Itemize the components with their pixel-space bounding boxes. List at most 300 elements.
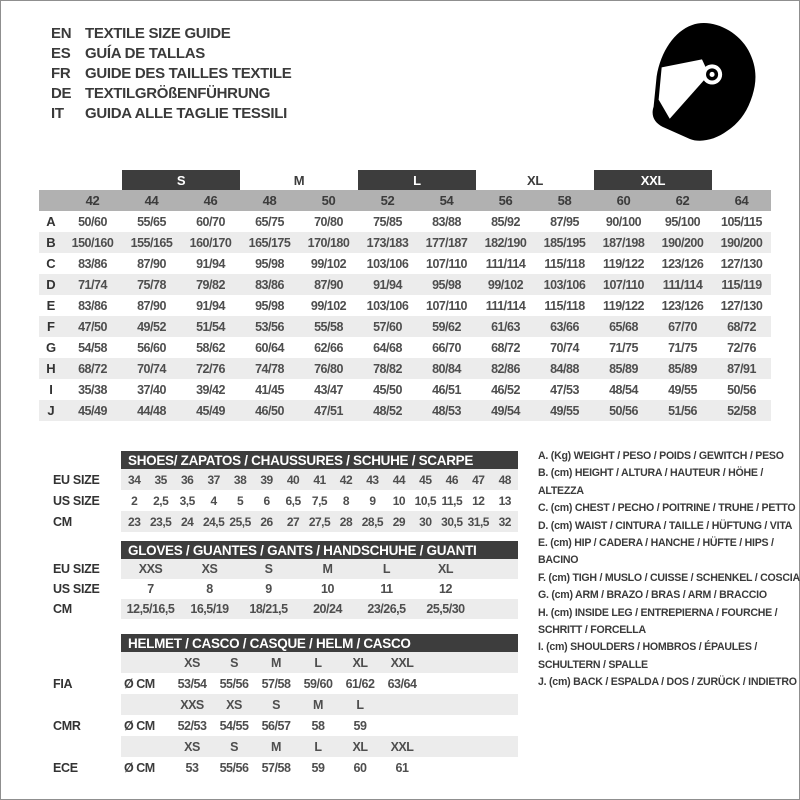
measure-value: 83/86 (78, 256, 107, 271)
shoes-value: 44 (392, 472, 406, 487)
measure-value: 82/86 (491, 361, 520, 376)
measure-value: 99/102 (487, 277, 524, 292)
language-code: FR (51, 64, 71, 82)
filler-cell (423, 652, 518, 673)
measure-value: 107/110 (426, 298, 467, 313)
measure-value: 91/94 (196, 256, 225, 271)
measure-value: 95/98 (255, 256, 284, 271)
measure-value: 107/110 (603, 277, 644, 292)
helmet-value: 54/55 (219, 718, 249, 733)
size-header-56: 56 (498, 193, 513, 208)
shoes-value: 10 (392, 493, 406, 508)
gloves-row-labels (53, 559, 119, 619)
measure-value: 35/38 (78, 382, 107, 397)
measure-row-J (39, 400, 771, 421)
helmet-value: 55/56 (219, 676, 249, 691)
measure-value: 90/100 (605, 214, 642, 229)
measure-value: 150/160 (71, 235, 114, 250)
helmet-unit-cell: Ø CM (124, 676, 155, 691)
gloves-value: 12,5/16,5 (126, 602, 175, 616)
measure-value: 48/54 (609, 382, 638, 397)
filler-cell (423, 673, 518, 694)
measure-value: 119/122 (603, 298, 644, 313)
measure-value: 74/78 (255, 361, 284, 376)
shoes-value: 47 (472, 472, 485, 487)
gloves-value: M (322, 562, 333, 576)
gloves-table (121, 541, 518, 619)
measure-value: 49/55 (550, 403, 579, 418)
language-title: TEXTILE SIZE GUIDE (85, 24, 231, 42)
helmet-value: 55/56 (219, 760, 249, 775)
measure-value: 59/62 (432, 319, 461, 334)
measure-value: 68/72 (78, 361, 107, 376)
size-header-62: 62 (675, 193, 690, 208)
language-title: GUIDA ALLE TAGLIE TESSILI (85, 104, 287, 122)
shoes-value: 31,5 (467, 514, 489, 529)
measure-value: 173/183 (366, 235, 409, 250)
measure-value: 111/114 (485, 256, 526, 271)
measure-value: 50/60 (78, 214, 107, 229)
measure-value: 44/48 (137, 403, 166, 418)
helmet-value: 53/54 (177, 676, 207, 691)
helmet-value: M (271, 655, 281, 670)
shoes-value: 13 (498, 493, 511, 508)
helmet-table-rows (121, 652, 518, 778)
size-header-52: 52 (380, 193, 395, 208)
helmet-value: 59 (353, 718, 367, 733)
measure-value: 47/50 (78, 319, 107, 334)
helmet-value: 52/53 (177, 718, 207, 733)
helmet-row (121, 736, 518, 757)
helmet-value: 57/58 (261, 760, 291, 775)
helmet-unit-cell (121, 652, 171, 673)
helmet-value (381, 715, 423, 736)
size-group-XXL: XXL (594, 170, 712, 190)
shoes-value: 43 (366, 472, 379, 487)
measure-row-A (39, 211, 771, 232)
measure-value: 91/94 (373, 277, 402, 292)
measure-row-label: F (47, 319, 55, 334)
measure-value: 39/42 (196, 382, 225, 397)
measure-value: 45/50 (373, 382, 402, 397)
measure-row-C (39, 253, 771, 274)
shoes-row-label: CM (53, 514, 72, 529)
gloves-row (121, 579, 518, 599)
measure-row-F (39, 316, 771, 337)
helmet-standard-label (53, 652, 119, 673)
shoes-value: 5 (237, 493, 244, 508)
helmet-unit-cell (121, 736, 171, 757)
measure-value: 45/49 (78, 403, 107, 418)
helmet-unit-cell: Ø CM (124, 718, 155, 733)
helmet-standard-label: FIA (53, 676, 73, 691)
measure-value: 119/122 (603, 256, 644, 271)
shoes-value: 28,5 (361, 514, 384, 529)
measure-value: 107/110 (426, 256, 467, 271)
shoes-value: 4 (210, 493, 217, 508)
size-header-60: 60 (616, 193, 631, 208)
gloves-value: 7 (147, 582, 154, 596)
helmet-value: 58 (311, 718, 325, 733)
measure-row-H (39, 358, 771, 379)
shoes-value: 3,5 (179, 493, 195, 508)
gloves-value: L (382, 562, 391, 576)
gloves-value: XXS (138, 562, 163, 576)
measure-value: 67/70 (668, 319, 697, 334)
size-group-S: S (122, 170, 240, 190)
language-list (51, 23, 291, 123)
shoes-value: 45 (419, 472, 432, 487)
language-code: IT (51, 104, 64, 122)
shoes-value: 48 (498, 472, 511, 487)
legend-item: C. (cm) CHEST / PECHO / POITRINE / TRUHE / PETTO (538, 502, 796, 515)
measure-value: 87/95 (550, 214, 579, 229)
shoes-row-label: US SIZE (53, 493, 100, 508)
gloves-value: 25,5/30 (426, 602, 465, 616)
measure-value: 63/66 (550, 319, 579, 334)
filler-cell (475, 559, 518, 579)
measure-value: 95/98 (255, 298, 284, 313)
helmet-value (381, 694, 423, 715)
gloves-table-title: GLOVES / GUANTES / GANTS / HANDSCHUHE / GUANTI (121, 541, 518, 559)
gloves-value: 8 (206, 582, 213, 596)
helmet-standard-label: CMR (53, 718, 81, 733)
language-code: DE (51, 84, 72, 102)
measure-value: 85/92 (491, 214, 520, 229)
shoes-value: 24,5 (202, 514, 225, 529)
shoes-value: 2 (131, 493, 138, 508)
measure-value: 75/85 (373, 214, 402, 229)
size-header-48: 48 (262, 193, 277, 208)
shoes-table-title: SHOES/ ZAPATOS / CHAUSSURES / SCHUHE / SCARPE (121, 451, 518, 469)
measure-value: 99/102 (310, 298, 347, 313)
size-header-44: 44 (144, 193, 159, 208)
shoes-value: 32 (498, 514, 511, 529)
shoes-value: 36 (180, 472, 194, 487)
measure-value: 60/64 (255, 340, 284, 355)
helmet-value: XS (184, 655, 200, 670)
measure-value: 50/56 (609, 403, 638, 418)
language-code: ES (51, 44, 71, 62)
gloves-value: XL (438, 562, 453, 576)
measure-value: 127/130 (720, 298, 763, 313)
shoes-value: 25,5 (229, 514, 251, 529)
filler-cell (475, 599, 518, 619)
gloves-value: S (264, 562, 273, 576)
language-title: GUÍA DE TALLAS (85, 44, 205, 62)
measurement-legend (538, 448, 800, 692)
measure-value: 190/200 (661, 235, 704, 250)
helmet-standard-label (53, 736, 119, 757)
measure-value: 155/165 (130, 235, 173, 250)
size-header-row (39, 190, 771, 211)
size-group-M: M (293, 172, 305, 188)
measure-value: 65/75 (255, 214, 284, 229)
measure-value: 87/90 (137, 256, 166, 271)
measure-value: 103/106 (543, 277, 586, 292)
measure-value: 55/58 (314, 319, 343, 334)
shoes-value: 26 (260, 514, 273, 529)
legend-item: H. (cm) INSIDE LEG / ENTREPIERNA / FOURCHE / SCHRITT / FORCELLA (538, 606, 778, 637)
helmet-row (121, 652, 518, 673)
helmet-value: L (314, 739, 322, 754)
measure-value: 52/58 (727, 403, 756, 418)
measure-value: 123/126 (661, 298, 704, 313)
measure-value: 99/102 (310, 256, 347, 271)
measure-value: 56/60 (137, 340, 166, 355)
helmet-table-title: HELMET / CASCO / CASQUE / HELM / CASCO (121, 634, 518, 652)
measure-value: 84/88 (550, 361, 579, 376)
measure-value: 87/91 (727, 361, 756, 376)
language-title: GUIDE DES TAILLES TEXTILE (85, 64, 292, 82)
size-header-42: 42 (85, 193, 100, 208)
main-table-body (39, 211, 771, 421)
helmet-value: 57/58 (261, 676, 291, 691)
helmet-value: XL (352, 739, 368, 754)
measure-value: 51/54 (196, 319, 225, 334)
measure-value: 46/51 (432, 382, 461, 397)
measure-value: 105/115 (721, 214, 762, 229)
helmet-unit-cell: Ø CM (124, 760, 155, 775)
helmet-row (121, 757, 518, 778)
shoes-value: 42 (339, 472, 353, 487)
helmet-value: 61 (395, 760, 409, 775)
shoes-value: 9 (369, 493, 376, 508)
helmet-value: M (271, 739, 281, 754)
measure-value: 115/118 (544, 298, 585, 313)
shoes-value: 30,5 (441, 514, 463, 529)
measure-value: 111/114 (662, 277, 703, 292)
shoes-value: 38 (233, 472, 247, 487)
gloves-row (121, 599, 518, 619)
shoes-row (121, 469, 518, 490)
measure-row-label: A (46, 214, 56, 229)
helmet-standard-label: ECE (53, 760, 78, 775)
shoes-table (121, 451, 518, 532)
measure-value: 111/114 (485, 298, 526, 313)
size-group-spacer (39, 170, 122, 190)
measure-value: 87/90 (137, 298, 166, 313)
size-group-row (39, 170, 771, 190)
measure-value: 60/70 (196, 214, 225, 229)
measure-value: 47/51 (314, 403, 343, 418)
measure-value: 85/89 (668, 361, 697, 376)
language-title: TEXTILGRÖßENFÜHRUNG (85, 84, 271, 102)
helmet-row-labels (53, 652, 119, 778)
measure-value: 170/180 (307, 235, 350, 250)
measure-row-label: D (46, 277, 56, 292)
measure-value: 46/52 (491, 382, 520, 397)
measure-value: 70/80 (314, 214, 343, 229)
measure-row-label: C (46, 256, 56, 271)
gloves-value: 23/26,5 (367, 602, 406, 616)
helmet-standard-label (53, 694, 119, 715)
shoes-value: 23,5 (150, 514, 172, 529)
language-row (51, 63, 291, 83)
legend-item: F. (cm) TIGH / MUSLO / CUISSE / SCHENKEL / COSCIA (538, 571, 800, 584)
measure-value: 85/89 (609, 361, 638, 376)
shoes-table-rows (121, 469, 518, 532)
helmet-row (121, 715, 518, 736)
measure-value: 58/62 (196, 340, 225, 355)
helmet-value: XL (352, 655, 368, 670)
measure-value: 54/58 (78, 340, 107, 355)
helmet-value: 59/60 (303, 676, 333, 691)
helmet-value: 59 (311, 760, 325, 775)
gloves-row-label: CM (53, 602, 72, 616)
gloves-value: 16,5/19 (190, 602, 229, 616)
gloves-value: 20/24 (313, 602, 342, 616)
shoes-value: 6 (263, 493, 270, 508)
helmet-value: XXL (390, 739, 414, 754)
size-header-58: 58 (557, 193, 572, 208)
shoes-row-labels (53, 469, 119, 532)
measure-value: 70/74 (550, 340, 579, 355)
measure-value: 50/56 (727, 382, 756, 397)
helmet-value: 63/64 (387, 676, 417, 691)
measure-value: 51/56 (668, 403, 697, 418)
size-header-spacer (39, 190, 63, 211)
gloves-value: XS (201, 562, 218, 576)
gloves-value: 9 (265, 582, 272, 596)
shoes-value: 11,5 (441, 493, 463, 508)
legend-item: E. (cm) HIP / CADERA / HANCHE / HÜFTE / HIPS / BACINO (538, 537, 774, 567)
measure-row-label: H (46, 361, 56, 376)
filler-cell (423, 757, 518, 778)
shoes-value: 10,5 (414, 493, 437, 508)
language-row (51, 23, 291, 43)
shoes-value: 24 (180, 514, 194, 529)
measure-value: 48/52 (373, 403, 402, 418)
measure-value: 66/70 (432, 340, 461, 355)
measure-value: 48/53 (432, 403, 461, 418)
helmet-value: M (313, 697, 323, 712)
shoes-value: 40 (286, 472, 300, 487)
measure-value: 71/74 (78, 277, 107, 292)
measure-value: 123/126 (661, 256, 704, 271)
gloves-table-rows (121, 559, 518, 619)
gloves-value: 10 (321, 582, 334, 596)
measure-value: 45/49 (196, 403, 225, 418)
shoes-value: 41 (313, 472, 326, 487)
measure-value: 53/56 (255, 319, 284, 334)
measure-value: 71/75 (668, 340, 697, 355)
measure-value: 49/54 (491, 403, 520, 418)
legend-item: J. (cm) BACK / ESPALDA / DOS / ZURÜCK / INDIETRO (538, 676, 797, 689)
measure-value: 37/40 (137, 382, 166, 397)
shoes-value: 37 (207, 472, 220, 487)
helmet-value: XXL (390, 655, 414, 670)
measure-value: 95/98 (432, 277, 461, 292)
measure-value: 76/80 (314, 361, 343, 376)
shoes-value: 2,5 (153, 493, 169, 508)
measure-value: 80/84 (432, 361, 461, 376)
measure-row-B (39, 232, 771, 253)
textile-size-table (39, 170, 771, 421)
size-header-46: 46 (203, 193, 218, 208)
measure-value: 57/60 (373, 319, 402, 334)
shoes-value: 8 (342, 493, 350, 508)
size-header-64: 64 (734, 193, 749, 208)
measure-value: 127/130 (720, 256, 763, 271)
shoes-value: 12 (472, 493, 485, 508)
gloves-value: 18/21,5 (249, 602, 288, 616)
measure-value: 72/76 (196, 361, 225, 376)
helmet-value: XS (184, 739, 200, 754)
measure-value: 79/82 (196, 277, 225, 292)
shoes-value: 27,5 (308, 514, 331, 529)
helmet-table (121, 634, 518, 778)
shoes-value: 29 (392, 514, 406, 529)
gloves-row (121, 559, 518, 579)
measure-value: 103/106 (366, 256, 409, 271)
measure-value: 72/76 (727, 340, 756, 355)
measure-value: 87/90 (314, 277, 343, 292)
measure-value: 68/72 (491, 340, 520, 355)
measure-value: 75/78 (137, 277, 166, 292)
measure-value: 55/65 (137, 214, 166, 229)
measure-value: 61/63 (491, 319, 520, 334)
language-row (51, 103, 291, 123)
measure-value: 103/106 (366, 298, 409, 313)
measure-value: 71/75 (609, 340, 638, 355)
measure-value: 46/50 (255, 403, 284, 418)
helmet-value: XXS (180, 697, 204, 712)
gloves-row-label: EU SIZE (53, 562, 100, 576)
measure-value: 83/86 (78, 298, 107, 313)
measure-value: 190/200 (720, 235, 763, 250)
helmet-row (121, 694, 518, 715)
measure-row-label: I (49, 382, 53, 397)
visor-pivot-center (710, 72, 715, 77)
measure-value: 41/45 (255, 382, 284, 397)
measure-value: 68/72 (727, 319, 756, 334)
measure-value: 78/82 (373, 361, 402, 376)
language-row (51, 83, 291, 103)
measure-value: 83/86 (255, 277, 284, 292)
helmet-value: L (356, 697, 364, 712)
filler-cell (423, 736, 518, 757)
measure-row-I (39, 379, 771, 400)
measure-value: 70/74 (137, 361, 166, 376)
measure-row-label: J (47, 403, 55, 418)
measure-value: 65/68 (609, 319, 638, 334)
filler-cell (423, 694, 518, 715)
legend-item: B. (cm) HEIGHT / ALTURA / HAUTEUR / HÖHE / ALTEZZA (538, 467, 764, 497)
filler-cell (423, 715, 518, 736)
measure-row-G (39, 337, 771, 358)
measure-value: 64/68 (373, 340, 402, 355)
helmet-icon (647, 17, 761, 143)
helmet-value: 53 (185, 760, 199, 775)
helmet-value: S (230, 655, 238, 670)
gloves-value: 11 (380, 582, 393, 596)
size-header-50: 50 (321, 193, 336, 208)
measure-value: 177/187 (425, 235, 468, 250)
legend-item: A. (Kg) WEIGHT / PESO / POIDS / GEWITCH / PESO (538, 450, 784, 462)
size-group-L: L (358, 170, 476, 190)
measure-value: 49/55 (668, 382, 697, 397)
shoes-value: 34 (128, 472, 141, 487)
shoes-value: 35 (154, 472, 167, 487)
size-group-XL: XL (526, 172, 543, 188)
shoes-row-label: EU SIZE (53, 472, 100, 487)
measure-row-label: E (46, 298, 56, 313)
helmet-unit-cell (121, 694, 171, 715)
measure-value: 115/119 (721, 277, 762, 292)
shoes-value: 27 (286, 514, 300, 529)
shoes-value: 30 (419, 514, 432, 529)
